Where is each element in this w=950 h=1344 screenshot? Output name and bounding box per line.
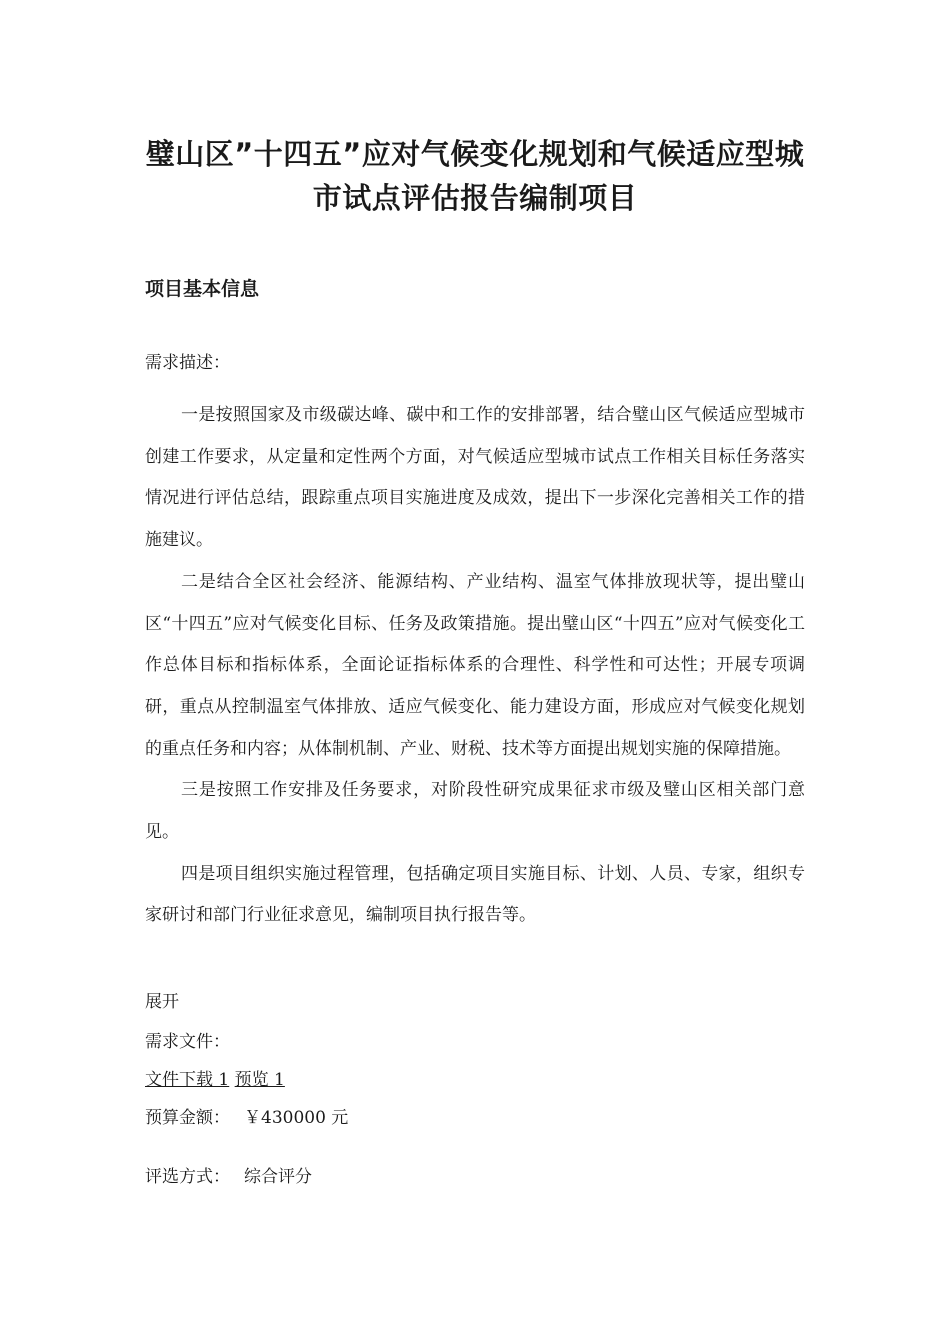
description-body xyxy=(145,395,805,937)
files-links xyxy=(145,1065,285,1090)
page-title-line-1: 璧山区”十四五”应对气候变化规划和气候适应型城 xyxy=(145,137,805,171)
budget-label: 预算金额： xyxy=(145,1108,230,1128)
page-title xyxy=(145,132,805,220)
method-label: 评选方式： xyxy=(145,1167,230,1187)
section-heading: 项目基本信息 xyxy=(145,278,260,300)
budget-row xyxy=(145,1103,348,1128)
file-download-link[interactable]: 文件下载 1 xyxy=(145,1070,230,1090)
budget-value: ￥430000 元 xyxy=(244,1108,349,1128)
method-row xyxy=(145,1162,312,1187)
description-paragraph-4: 四是项目组织实施过程管理，包括确定项目实施目标、计划、人员、专家，组织专家研讨和部门行业征求意见，编制项目执行报告等。 xyxy=(145,863,805,926)
description-label: 需求描述： xyxy=(145,353,230,373)
document-page xyxy=(145,132,805,1187)
description-paragraph-1: 一是按照国家及市级碳达峰、碳中和工作的安排部署，结合璧山区气候适应型城市创建工作要求，从定量和定性两个方面，对气候适应型城市试点工作相关目标任务落实情况进行评估总结，跟踪重点项目实施进度及成效，提出下一步深化完善相关工作的措施建议。 xyxy=(145,405,805,551)
expand-link[interactable]: 展开 xyxy=(145,992,179,1012)
description-paragraph-2: 二是结合全区社会经济、能源结构、产业结构、温室气体排放现状等，提出璧山区“十四五”应对气候变化目标、任务及政策措施。提出璧山区“十四五”应对气候变化工作总体目标和指标体系，全面论证指标体系的合理性、科学性和可达性；开展专项调研，重点从控制温室气体排放、适应气候变化、能力建设方面，形成应对气候变化规划的重点任务和内容；从体制机制、产业、财税、技术等方面提出规划实施的保障措施。 xyxy=(145,571,805,759)
file-preview-link[interactable]: 预览 1 xyxy=(234,1070,285,1090)
method-value: 综合评分 xyxy=(244,1167,312,1187)
files-label: 需求文件： xyxy=(145,1032,230,1052)
page-title-line-2: 市试点评估报告编制项目 xyxy=(312,181,638,215)
description-paragraph-3: 三是按照工作安排及任务要求，对阶段性研究成果征求市级及璧山区相关部门意见。 xyxy=(145,780,805,843)
